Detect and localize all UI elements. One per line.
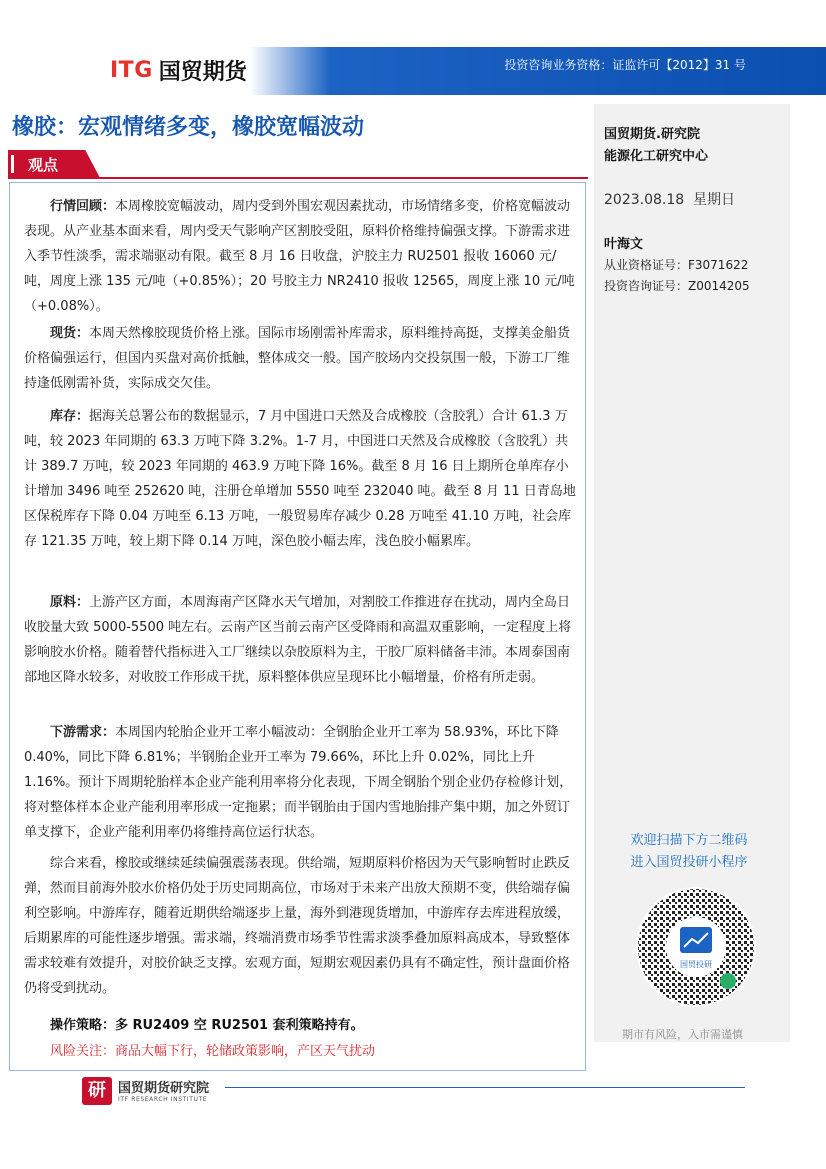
inventory-lead: 库存：	[50, 409, 90, 424]
demand-text: 本周国内轮胎企业开工率小幅波动：全钢胎企业开工率为 58.93%，环比下降 0.40%，同比下降 6.81%；半钢胎企业开工率为 79.66%，环比上升 0.02%，同比上升 1.16%。预计下周期轮胎样本企业产能利用率将分化表现，下周全钢胎个别企业仍存检修计划，将对整体样本企业产能利用率形成一定拖累；而半钢胎由于国内雪地胎排产集中期，加之外贸订单支撑下，企业产能利用率仍将维持高位运行状态。	[24, 725, 573, 840]
spot-paragraph	[24, 321, 577, 396]
advisor-number: 投资咨询证号：Z0014205	[604, 279, 750, 293]
logo-name: 国贸期货	[158, 59, 247, 85]
inventory-paragraph	[24, 404, 577, 554]
inventory-text: 据海关总署公布的数据显示，7 月中国进口天然及合成橡胶（含胶乳）合计 61.3 万吨，较 2023 年同期的 63.3 万吨下降 3.2%。1-7 月，中国进口天然及合成橡胶（含胶乳）共计 389.7 万吨，较 2023 年同期的 463.9 万吨下降 16%。截至 8 月 16 日上期所仓单库存小计增加 3496 吨至 252620 吨，注册仓单增加 5550 吨至 232040 吨。截至 8 月 11 日青岛地区保税库存下降 0.04 万吨至 6.13 万吨，一般贸易库存减少 0.28 万吨至 41.10 万吨，社会库存 121.35 万吨，较上期下降 0.14 万吨，深色胶小幅去库，浅色胶小幅累库。	[24, 409, 576, 549]
material-paragraph	[24, 590, 577, 690]
section-tag-label: 观点	[28, 156, 59, 174]
demand-lead: 下游需求：	[50, 725, 116, 740]
footer-name: 国贸期货研究院	[118, 1081, 210, 1096]
company-logo	[110, 55, 247, 85]
risk-line: 风险关注：商品大幅下行，轮储政策影响，产区天气扰动	[50, 1044, 376, 1059]
footer-logo: 研	[82, 1077, 112, 1105]
report-date: 2023.08.18 星期日	[604, 192, 736, 208]
sidebar-org	[604, 124, 708, 168]
license-info: 投资咨询业务资格：证监许可【2012】31 号	[504, 58, 746, 72]
section-tag-stripe	[11, 155, 14, 173]
material-lead: 原料：	[50, 595, 90, 610]
analyst-name: 叶海文	[604, 237, 644, 252]
summary-text: 综合来看，橡胶或继续延续偏强震荡表现。供给端，短期原料价格因为天气影响暂时止跌反弹，然而目前海外胶水价格仍处于历史同期高位，市场对于未来产出放大预期不变，供给端存偏利空影响。中游库存，随着近期供给端逐步上量，海外到港现货增加，中游库存去库进程放缓，后期累库的可能性逐步增强。需求端，终端消费市场季节性需求淡季叠加原料高成本，导致整体需求较难有效提升，对胶价缺乏支撑。宏观方面，短期宏观因素仍具有不确定性，预计盘面价格仍将受到扰动。	[24, 856, 571, 996]
org-line2: 能源化工研究中心	[604, 149, 709, 164]
review-paragraph	[24, 194, 577, 319]
report-title: 橡胶：宏观情绪多变，橡胶宽幅波动	[12, 115, 365, 140]
summary-paragraph	[24, 851, 577, 1001]
spot-text: 本周天然橡胶现货价格上涨。国际市场刚需补库需求，原料维持高挺，支撑美金船货价格偏强运行，但国内买盘对高价抵触，整体成交一般。国产胶场内交投氛围一般，下游工厂维持逢低刚需补货，实际成交欠佳。	[24, 326, 571, 391]
qr-prompt-line1: 欢迎扫描下方二维码	[630, 833, 748, 848]
qr-prompt-line2: 进入国贸投研小程序	[630, 855, 748, 870]
footer-divider	[225, 1087, 745, 1088]
material-text: 上游产区方面，本周海南产区降水天气增加，对割胶工作推进存在扰动，周内全岛日收胶量大致 5000-5500 吨左右。云南产区当前云南产区受降雨和高温双重影响，一定程度上将影响胶水价格。随着替代指标进入工厂继续以杂胶原料为主，干胶厂原料储备丰沛。本周泰国南部地区降水较多，对收胶工作形成干扰，原料整体供应呈现环比小幅增量，价格有所走弱。	[24, 595, 572, 685]
qr-caption: 国贸投研	[680, 960, 712, 969]
spot-lead: 现货：	[50, 326, 90, 341]
review-lead: 行情回顾：	[50, 199, 116, 214]
qr-pattern-icon	[636, 887, 756, 1007]
section-divider	[8, 177, 588, 179]
risk-note: 期市有风险，入市需谨慎	[622, 1028, 743, 1041]
demand-paragraph	[24, 720, 577, 845]
footer-name-en: ITF RESEARCH INSTITUTE	[118, 1096, 208, 1103]
review-text: 本周橡胶宽幅波动，周内受到外围宏观因素扰动，市场情绪多变，价格宽幅波动表现。从产业基本面来看，周内受天气影响产区割胶受阻，原料价格维持偏强支撑。下游需求进入季节性淡季，需求端驱动有限。截至 8 月 16 日收盘，沪胶主力 RU2501 报收 16060 元/吨，周度上涨 135 元/吨（+0.85%）；20 号胶主力 NR2410 报收 12565，周度上涨 10 元/吨（+0.08%）。	[24, 199, 575, 314]
strategy-line: 操作策略：多 RU2409 空 RU2501 套利策略持有。	[50, 1018, 364, 1033]
mini-program-qr-code[interactable]	[636, 887, 756, 1007]
org-line1: 国贸期货.研究院	[604, 127, 700, 142]
cert-number: 从业资格证号：F3071622	[604, 258, 749, 272]
logo-brand: ITG	[110, 57, 153, 83]
